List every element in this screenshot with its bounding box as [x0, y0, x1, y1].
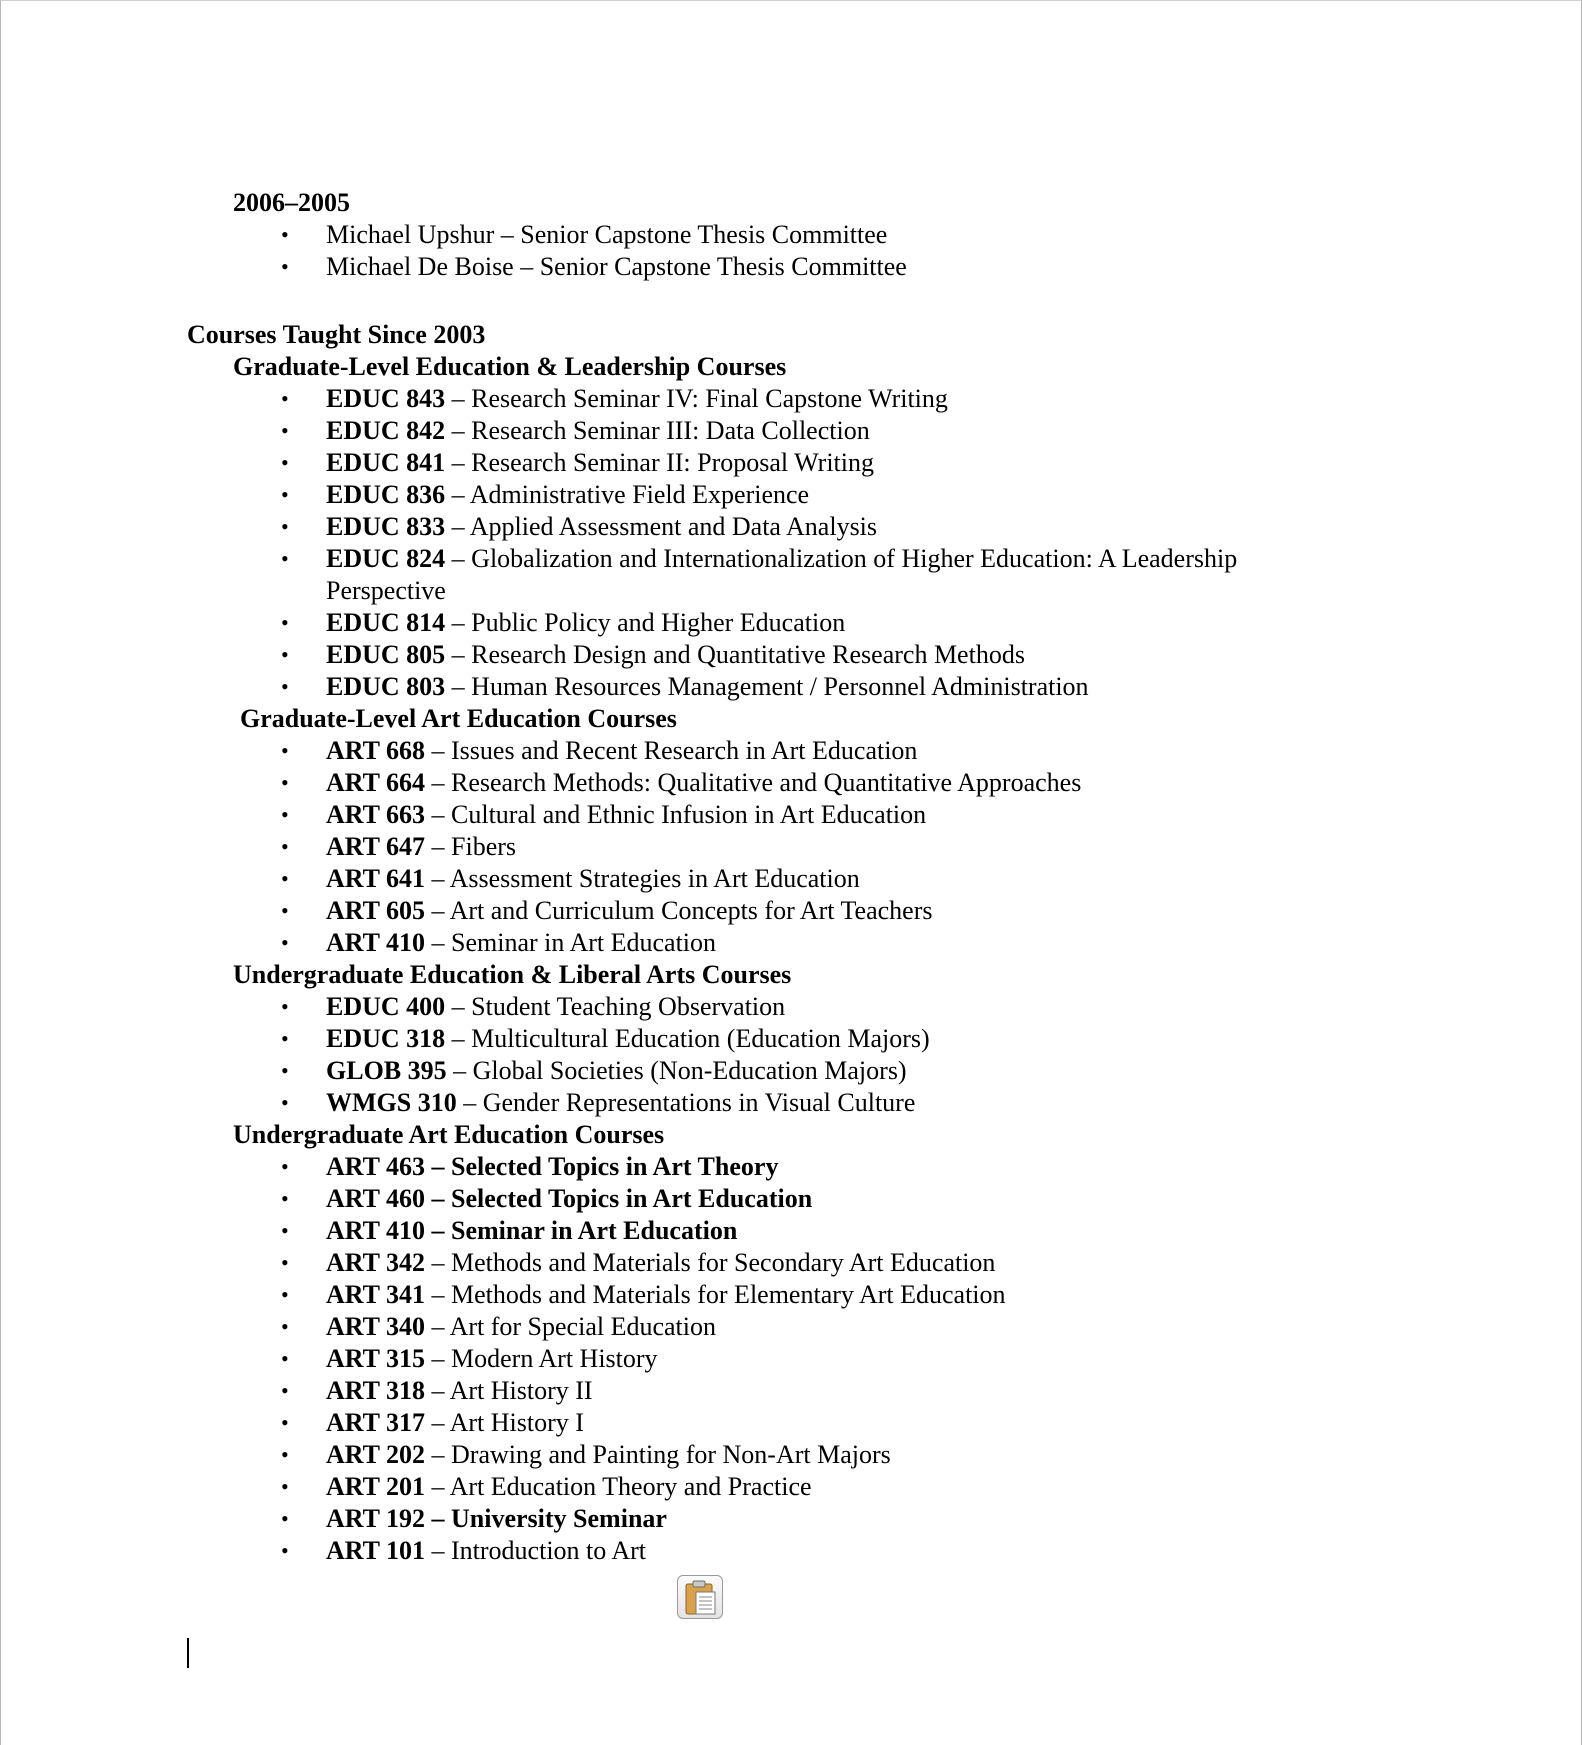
course-list — [1, 991, 1581, 1119]
bullet: • — [281, 1506, 289, 1531]
course-description: – Seminar in Art Education — [425, 1216, 738, 1245]
course-description: – Research Seminar IV: Final Capstone Writing — [445, 384, 948, 413]
paste-options-button[interactable] — [677, 1575, 723, 1619]
course-code: EDUC 814 — [326, 608, 446, 637]
bullet: • — [281, 610, 289, 635]
committee-year-heading: 2006–2005 — [233, 188, 350, 217]
bullet: • — [281, 514, 289, 539]
bullet: • — [281, 1378, 289, 1403]
course-description: – Multicultural Education (Education Majors) — [445, 1024, 930, 1053]
course-code: ART 605 — [326, 896, 426, 925]
course-item — [1, 1023, 1581, 1055]
course-item — [1, 511, 1581, 543]
course-description: – Methods and Materials for Secondary Art Education — [425, 1248, 996, 1277]
course-description: – Public Policy and Higher Education — [445, 608, 846, 637]
course-item — [1, 991, 1581, 1023]
bullet: • — [281, 450, 289, 475]
course-description: – Applied Assessment and Data Analysis — [445, 512, 878, 541]
course-code: ART 318 — [326, 1376, 426, 1405]
section-heading: Undergraduate Education & Liberal Arts Courses — [233, 960, 792, 989]
course-code: ART 463 — [326, 1152, 426, 1181]
course-item — [1, 767, 1581, 799]
course-description: – Cultural and Ethnic Infusion in Art Education — [425, 800, 927, 829]
course-description: – Assessment Strategies in Art Education — [425, 864, 860, 893]
course-description: – Global Societies (Non-Education Majors) — [446, 1056, 907, 1085]
course-code: ART 342 — [326, 1248, 426, 1277]
course-code: WMGS 310 — [326, 1088, 457, 1117]
course-description: – University Seminar — [425, 1504, 667, 1533]
course-code: GLOB 395 — [326, 1056, 447, 1085]
course-description: – Research Seminar III: Data Collection — [445, 416, 870, 445]
course-item — [1, 1183, 1581, 1215]
course-item — [1, 927, 1581, 959]
course-code: ART 101 — [326, 1536, 426, 1565]
bullet: • — [281, 1538, 289, 1563]
course-item — [1, 831, 1581, 863]
course-item — [1, 799, 1581, 831]
bullet: • — [281, 1314, 289, 1339]
course-code: ART 641 — [326, 864, 426, 893]
course-item — [1, 1343, 1581, 1375]
course-description: – Selected Topics in Art Education — [425, 1184, 813, 1213]
bullet: • — [281, 834, 289, 859]
course-list — [1, 383, 1581, 703]
bullet: • — [281, 1442, 289, 1467]
course-code: EDUC 833 — [326, 512, 446, 541]
course-description: – Modern Art History — [425, 1344, 658, 1373]
bullet: • — [281, 642, 289, 667]
course-code: EDUC 843 — [326, 384, 446, 413]
course-description: – Human Resources Management / Personnel Administration — [445, 672, 1089, 701]
course-code: EDUC 842 — [326, 416, 446, 445]
bullet: • — [281, 674, 289, 699]
course-item — [1, 639, 1581, 671]
course-description: – Drawing and Painting for Non-Art Majors — [425, 1440, 891, 1469]
course-code: EDUC 805 — [326, 640, 446, 669]
list-item — [1, 251, 1581, 283]
course-description: – Art for Special Education — [425, 1312, 716, 1341]
course-item — [1, 1375, 1581, 1407]
course-item — [1, 447, 1581, 479]
bullet: • — [281, 1250, 289, 1275]
course-description: – Introduction to Art — [425, 1536, 646, 1565]
section-heading: Graduate-Level Education & Leadership Courses — [233, 352, 787, 381]
course-code: EDUC 803 — [326, 672, 446, 701]
course-description: – Art History II — [425, 1376, 593, 1405]
course-description: – Research Methods: Qualitative and Quantitative Approaches — [425, 768, 1082, 797]
course-item — [1, 1311, 1581, 1343]
bullet: • — [281, 994, 289, 1019]
course-description: – Administrative Field Experience — [445, 480, 810, 509]
bullet: • — [281, 866, 289, 891]
bullet: • — [281, 738, 289, 763]
course-description: – Methods and Materials for Elementary Art Education — [425, 1280, 1006, 1309]
course-item — [1, 383, 1581, 415]
course-item — [1, 415, 1581, 447]
bullet: • — [281, 1474, 289, 1499]
course-description: – Art History I — [425, 1408, 584, 1437]
course-item — [1, 1087, 1581, 1119]
course-code: ART 202 — [326, 1440, 426, 1469]
course-item — [1, 1471, 1581, 1503]
course-description: – Student Teaching Observation — [445, 992, 786, 1021]
bullet: • — [281, 930, 289, 955]
course-item — [1, 479, 1581, 511]
course-item — [1, 1279, 1581, 1311]
course-item — [1, 1215, 1581, 1247]
committee-list — [1, 219, 1581, 283]
bullet: • — [281, 1410, 289, 1435]
course-code: EDUC 841 — [326, 448, 446, 477]
course-code: ART 317 — [326, 1408, 426, 1437]
course-description: – Research Design and Quantitative Research Methods — [445, 640, 1025, 669]
course-description: – Globalization and Internationalization of Higher Education: A Leadership Perspective — [326, 544, 1238, 605]
bullet: • — [281, 1058, 289, 1083]
committee-item-text: Michael Upshur – Senior Capstone Thesis Committee — [326, 220, 888, 249]
course-list — [1, 735, 1581, 959]
course-code: ART 315 — [326, 1344, 426, 1373]
course-code: ART 341 — [326, 1280, 426, 1309]
bullet: • — [281, 386, 289, 411]
course-code: ART 201 — [326, 1472, 426, 1501]
course-code: ART 663 — [326, 800, 426, 829]
courses-section — [1, 319, 1581, 1567]
course-item — [1, 543, 1581, 607]
course-description: – Selected Topics in Art Theory — [425, 1152, 779, 1181]
bullet: • — [281, 482, 289, 507]
course-item — [1, 1247, 1581, 1279]
course-description: – Issues and Recent Research in Art Education — [425, 736, 918, 765]
course-item — [1, 1439, 1581, 1471]
bullet: • — [281, 1090, 289, 1115]
bullet: • — [281, 418, 289, 443]
course-item — [1, 1055, 1581, 1087]
course-description: – Gender Representations in Visual Culture — [456, 1088, 916, 1117]
bullet: • — [281, 1282, 289, 1307]
course-code: EDUC 836 — [326, 480, 446, 509]
course-code: ART 668 — [326, 736, 426, 765]
bullet: • — [281, 898, 289, 923]
bullet: • — [281, 802, 289, 827]
clipboard-icon — [684, 1580, 718, 1616]
course-code: ART 192 — [326, 1504, 426, 1533]
course-description: – Research Seminar II: Proposal Writing — [445, 448, 874, 477]
course-code: ART 460 — [326, 1184, 426, 1213]
bullet: • — [281, 1186, 289, 1211]
course-item — [1, 1535, 1581, 1567]
course-description: – Art Education Theory and Practice — [425, 1472, 812, 1501]
course-item — [1, 863, 1581, 895]
course-code: EDUC 400 — [326, 992, 446, 1021]
bullet: • — [281, 546, 289, 571]
section-heading: Graduate-Level Art Education Courses — [240, 704, 677, 733]
course-list — [1, 1151, 1581, 1567]
course-item — [1, 1151, 1581, 1183]
bullet: • — [281, 1346, 289, 1371]
bullet: • — [281, 1154, 289, 1179]
course-code: EDUC 824 — [326, 544, 446, 573]
course-item — [1, 1503, 1581, 1535]
course-code: ART 647 — [326, 832, 426, 861]
course-item — [1, 1407, 1581, 1439]
text-cursor — [187, 1638, 189, 1668]
course-item — [1, 895, 1581, 927]
course-code: ART 340 — [326, 1312, 426, 1341]
course-description: – Fibers — [425, 832, 517, 861]
list-item — [1, 219, 1581, 251]
courses-title: Courses Taught Since 2003 — [187, 320, 486, 349]
course-code: ART 410 — [326, 1216, 426, 1245]
bullet: • — [281, 770, 289, 795]
course-code: ART 664 — [326, 768, 426, 797]
bullet: • — [281, 1218, 289, 1243]
bullet: • — [281, 222, 289, 247]
course-code: ART 410 — [326, 928, 426, 957]
course-description: – Seminar in Art Education — [425, 928, 717, 957]
course-item — [1, 607, 1581, 639]
course-description: – Art and Curriculum Concepts for Art Teachers — [425, 896, 933, 925]
course-code: EDUC 318 — [326, 1024, 446, 1053]
bullet: • — [281, 254, 289, 279]
committee-item-text: Michael De Boise – Senior Capstone Thesis Committee — [326, 252, 907, 281]
course-item — [1, 735, 1581, 767]
course-item — [1, 671, 1581, 703]
bullet: • — [281, 1026, 289, 1051]
section-heading: Undergraduate Art Education Courses — [233, 1120, 665, 1149]
